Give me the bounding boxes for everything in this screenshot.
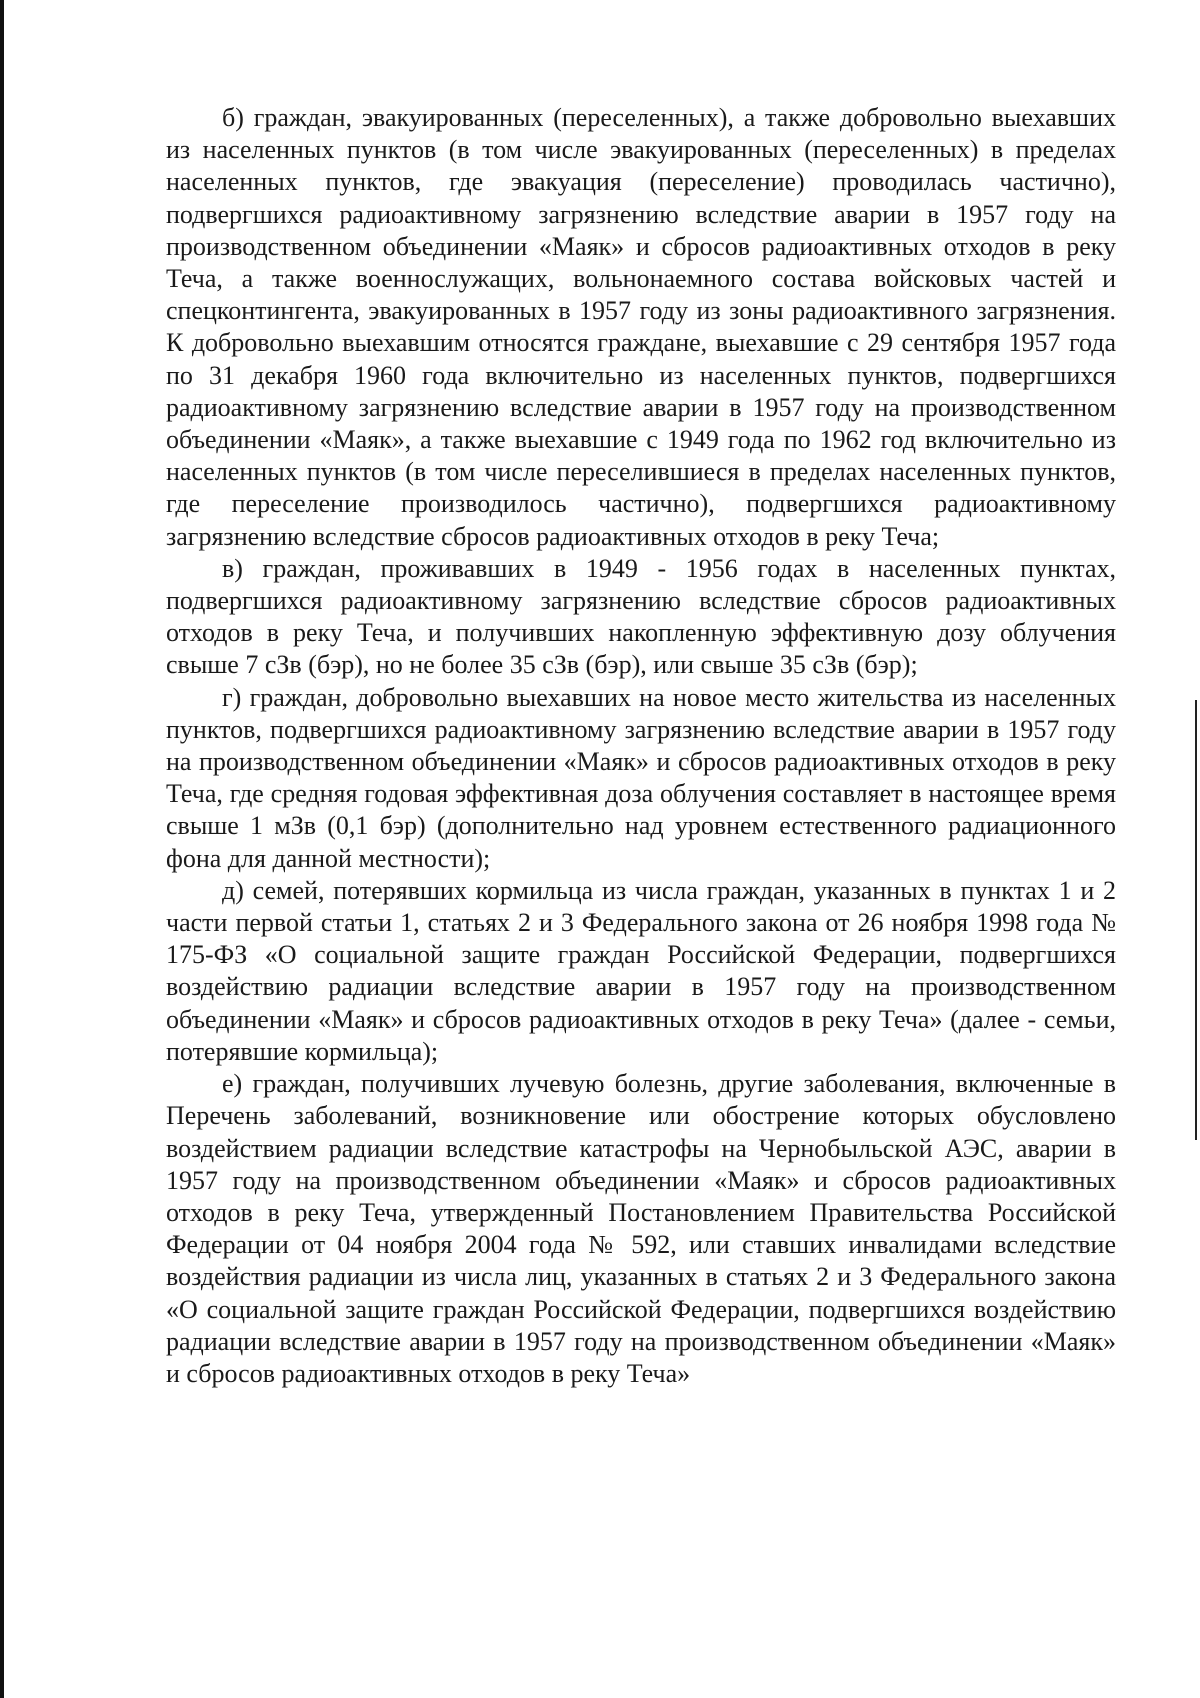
paragraph-v: в) граждан, проживавших в 1949 - 1956 годах в населенных пунктах, подвергшихся радиоактивному загрязнению вследствие сбросов радиоактивных отходов в реку Теча, и получивших накопленную эффективную дозу облучения свыше 7 сЗв (бэр), но не более 35 сЗв (бэр), или свыше 35 сЗв (бэр); [166, 553, 1116, 680]
paragraph-g: г) граждан, добровольно выехавших на новое место жительства из населенных пунктов, подвергшихся радиоактивному загрязнению вследствие аварии в 1957 году на производственном объединении «Маяк» и сбросов радиоактивных отходов в реку Теча, где средняя годовая эффективная доза облучения составляет в настоящее время свыше 1 мЗв (0,1 бэр) (дополнительно над уровнем естественного радиационного фона для данной местности); [166, 682, 1116, 873]
paragraph-b: б) граждан, эвакуированных (переселенных), а также добровольно выехавших из населенных пунктов (в том числе эвакуированных (переселенных) в пределах населенных пунктов, где эвакуация (переселение) проводилась частично), подвергшихся радиоактивному загрязнению вследствие аварии в 1957 году на производственном объединении «Маяк» и сбросов радиоактивных отходов в реку Теча, а также военнослужащих, вольнонаемного состава войсковых частей и спецконтингента, эвакуированных в 1957 году из зоны радиоактивного загрязнения. К добровольно выехавшим относятся граждане, выехавшие с 29 сентября 1957 года по 31 декабря 1960 года включительно из населенных пунктов, подвергшихся радиоактивному загрязнению вследствие аварии в 1957 году на производственном объединении «Маяк», а также выехавшие с 1949 года по 1962 год включительно из населенных пунктов (в том числе переселившиеся в пределах населенных пунктов, где переселение производилось частично), подвергшихся радиоактивному загрязнению вследствие сбросов радиоактивных отходов в реку Теча; [166, 103, 1116, 551]
document-body [166, 102, 1116, 1390]
scan-edge-right [1195, 700, 1197, 1140]
paragraph-d: д) семей, потерявших кормильца из числа граждан, указанных в пунктах 1 и 2 части первой статьи 1, статьях 2 и 3 Федерального закона от 26 ноября 1998 года № 175-ФЗ «О социальной защите граждан Российской Федерации, подвергшихся воздействию радиации вследствие аварии в 1957 году на производственном объединении «Маяк» и сбросов радиоактивных отходов в реку Теча» (далее - семьи, потерявшие кормильца); [166, 875, 1116, 1066]
paragraph-e: е) граждан, получивших лучевую болезнь, другие заболевания, включенные в Перечень заболеваний, возникновение или обострение которых обусловлено воздействием радиации вследствие катастрофы на Чернобыльской АЭС, аварии в 1957 году на производственном объединении «Маяк» и сбросов радиоактивных отходов в реку Теча, утвержденный Постановлением Правительства Российской Федерации от 04 ноября 2004 года № 592, или ставших инвалидами вследствие воздействия радиации из числа лиц, указанных в статьях 2 и 3 Федерального закона «О социальной защите граждан Российской Федерации, подвергшихся воздействию радиации вследствие аварии в 1957 году на производственном объединении «Маяк» и сбросов радиоактивных отходов в реку Теча» [166, 1069, 1116, 1388]
scan-edge-left [0, 0, 4, 1698]
